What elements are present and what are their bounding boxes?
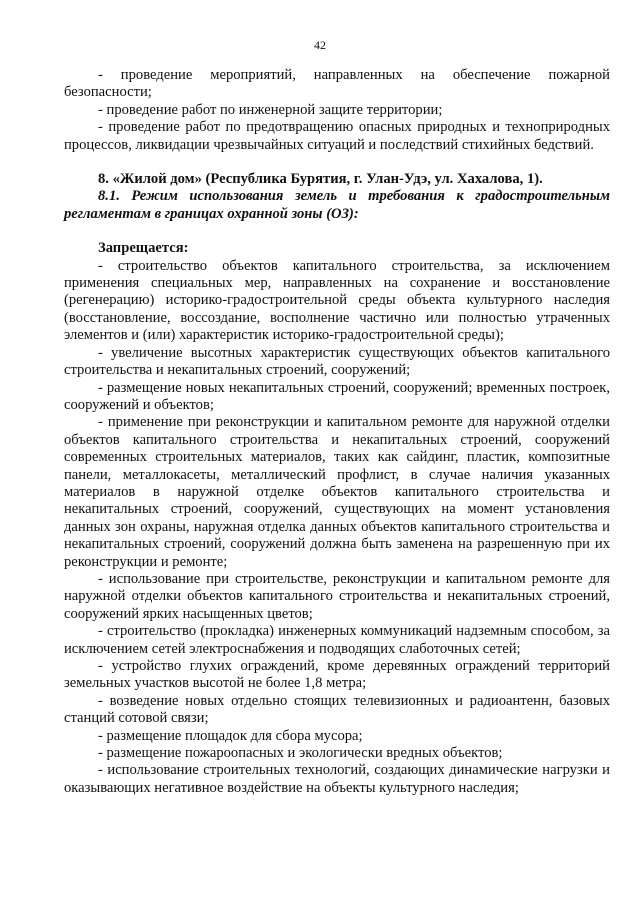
forbidden-item: - строительство (прокладка) инженерных коммуникаций надземным способом, за исключением сетей электроснабжения и подводящих слаботочных сетей;	[64, 623, 610, 657]
spacer	[64, 154, 610, 171]
forbidden-label: Запрещается:	[98, 240, 189, 257]
intro-item: - проведение работ по инженерной защите территории;	[98, 101, 443, 118]
forbidden-item: - применение при реконструкции и капитальном ремонте для наружной отделки объектов капитального строительства и некапитальных строений, сооружений современных строительных материалов, таких как сайдинг, пластик, композитные панели, металлокасеты, металлический профлист, в случае наличия указанных материалов в наружной отделке объектов капитального строительства и некапитальных строений, сооружений, существующих на момент установления данных зон охраны, наружная отделка данных объектов капитального строительства и некапитальных строений, сооружений должна быть заменена на разрешенную при их реконструкции и ремонте;	[64, 414, 610, 570]
spacer	[64, 223, 610, 240]
forbidden-item: - устройство глухих ограждений, кроме деревянных ограждений территорий земельных участков высотой не более 1,8 метра;	[64, 658, 610, 692]
forbidden-item: - возведение новых отдельно стоящих телевизионных и радиоантенн, базовых станций сотовой связи;	[64, 692, 610, 727]
document-body	[64, 67, 610, 797]
forbidden-item: - строительство объектов капитального строительства, за исключением применения специальных мер, направленных на сохранение и восстановление (регенерацию) историко-градостроительной среды объекта культурного наследия (восстановление, воссоздание, восполнение частично или полностью утраченных элементов и (или) характеристик историко-градостроительной среды);	[64, 257, 610, 344]
forbidden-item: - использование при строительстве, реконструкции и капитальном ремонте для наружной отделки объектов капитального строительства и некапитальных строений, сооружений ярких насыщенных цветов;	[64, 570, 610, 622]
forbidden-item: - размещение новых некапитальных строений, сооружений; временных построек, сооружений и объектов;	[64, 379, 610, 413]
intro-item: - проведение работ по предотвращению опасных природных и технoприродных процессов, ликвидации чрезвычайных ситуаций и последствий стихийных бедствий.	[64, 119, 610, 153]
intro-item: - проведение мероприятий, направленных на обеспечение пожарной безопасности;	[64, 67, 610, 101]
section-subheading: 8.1. Режим использования земель и требования к градостроительным регламентам в границах охранной зоны (ОЗ):	[64, 188, 610, 222]
forbidden-item: - размещение площадок для сбора мусора;	[98, 727, 363, 744]
page-number: 42	[314, 38, 326, 52]
forbidden-item: - размещение пожароопасных и экологически вредных объектов;	[98, 745, 503, 762]
section-heading: 8. «Жилой дом» (Республика Бурятия, г. Улан-Удэ, ул. Хахалова, 1).	[98, 171, 543, 188]
forbidden-item: - использование строительных технологий, создающих динамические нагрузки и оказывающих негативное воздействие на объекты культурного наследия;	[64, 762, 610, 796]
forbidden-item: - увеличение высотных характеристик существующих объектов капитального строительства и некапитальных строений, сооружений;	[64, 344, 610, 379]
